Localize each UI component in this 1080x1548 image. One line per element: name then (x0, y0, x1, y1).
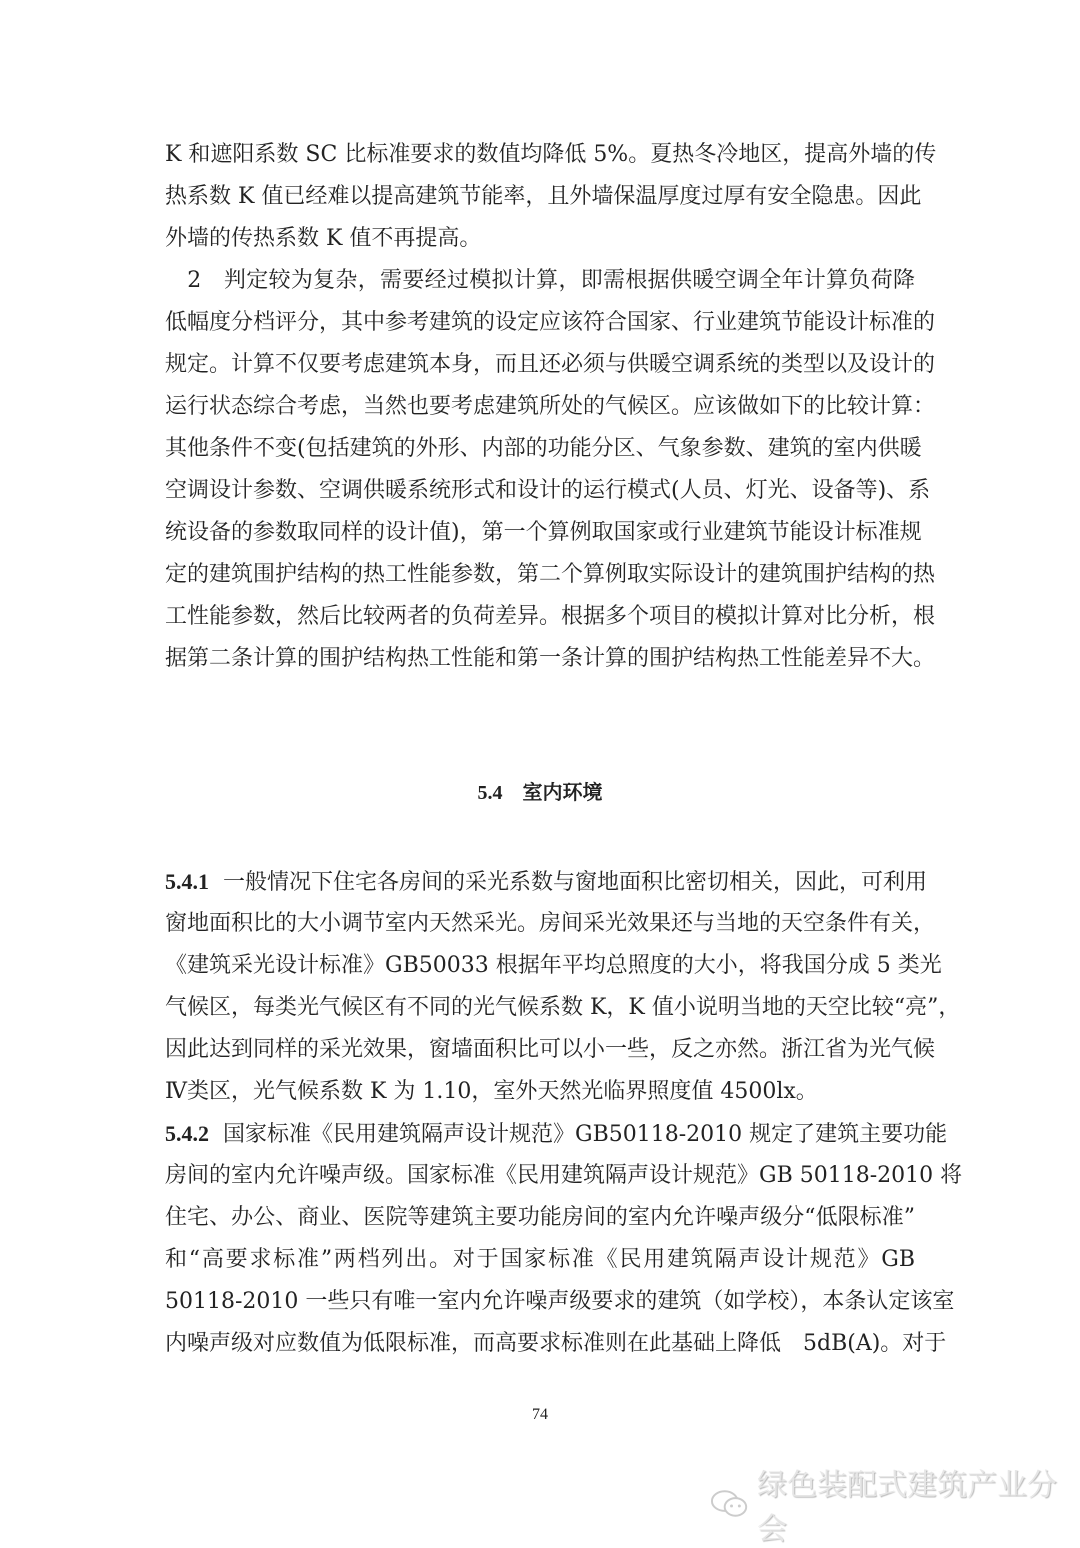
text-line: 因此达到同样的采光效果，窗墙面积比可以小一些，反之亦然。浙江省为光气候 (165, 1037, 936, 1062)
text-line: 气候区，每类光气候区有不同的光气候系数 K，K 值小说明当地的天空比较“亮”， (165, 995, 961, 1020)
text-line: 50118-2010 一些只有唯一室内允许噪声级要求的建筑（如学校），本条认定该室 (165, 1289, 955, 1314)
text-line (165, 868, 928, 897)
text-line: 外墙的传热系数 K 值不再提高。 (165, 226, 482, 251)
text-line: 住宅、办公、商业、医院等建筑主要功能房间的室内允许噪声级分“低限标准” (165, 1205, 915, 1230)
text-line: 低幅度分档评分，其中参考建筑的设定应该符合国家、行业建筑节能设计标准的 (165, 310, 936, 335)
text-line: 窗地面积比的大小调节室内天然采光。房间采光效果还与当地的天空条件有关， (165, 911, 936, 936)
text-line: 运行状态综合考虑，当然也要考虑建筑所处的气候区。应该做如下的比较计算： (165, 394, 936, 419)
clause-text: 国家标准《民用建筑隔声设计规范》GB50118-2010 规定了建筑主要功能 (223, 1122, 948, 1147)
text-line: 《建筑采光设计标准》GB50033 根据年平均总照度的大小，将我国分成 5 类光 (165, 953, 942, 978)
wechat-icon (710, 1488, 749, 1520)
text-line (165, 1120, 948, 1149)
page-number: 74 (532, 1406, 548, 1423)
clause-text: 一般情况下住宅各房间的采光系数与窗地面积比密切相关，因此，可利用 (223, 870, 928, 895)
text-line: 房间的室内允许噪声级。国家标准《民用建筑隔声设计规范》GB 50118-2010 将 (165, 1163, 963, 1188)
text-line: 和“高要求标准”两档列出。对于国家标准《民用建筑隔声设计规范》GB (165, 1247, 915, 1272)
watermark (710, 1460, 1080, 1548)
text-line: K 和遮阳系数 SC 比标准要求的数值均降低 5%。夏热冬冷地区，提高外墙的传 (165, 142, 937, 167)
text-line: 工性能参数，然后比较两者的负荷差异。根据多个项目的模拟计算对比分析，根 (165, 604, 936, 629)
text-line: 统设备的参数取同样的设计值)，第一个算例取国家或行业建筑节能设计标准规 (165, 520, 922, 545)
text-line: 空调设计参数、空调供暖系统形式和设计的运行模式(人员、灯光、设备等)、系 (165, 478, 931, 503)
text-line: 热系数 K 值已经难以提高建筑节能率，且外墙保温厚度过厚有安全隐患。因此 (165, 184, 922, 209)
text-line: 内噪声级对应数值为低限标准，而高要求标准则在此基础上降低 5dB(A)。对于 (165, 1331, 947, 1356)
text-line: 2 判定较为复杂，需要经过模拟计算，即需根据供暖空调全年计算负荷降 (165, 268, 915, 293)
section-heading: 5.4 室内环境 (477, 782, 603, 804)
clause-number: 5.4.2 (165, 1121, 209, 1146)
watermark-text: 绿色装配式建筑产业分会 (757, 1468, 1058, 1547)
text-line: 定的建筑围护结构的热工性能参数，第二个算例取实际设计的建筑围护结构的热 (165, 562, 936, 587)
text-line: 规定。计算不仅要考虑建筑本身，而且还必须与供暖空调系统的类型以及设计的 (165, 352, 936, 377)
clause-number: 5.4.1 (165, 869, 209, 894)
text-line: 据第二条计算的围护结构热工性能和第一条计算的围护结构热工性能差异不大。 (165, 646, 936, 671)
text-line: 其他条件不变(包括建筑的外形、内部的功能分区、气象参数、建筑的室内供暖 (165, 436, 922, 461)
text-line: Ⅳ类区，光气候系数 K 为 1.10，室外天然光临界照度值 4500lx。 (165, 1079, 818, 1104)
